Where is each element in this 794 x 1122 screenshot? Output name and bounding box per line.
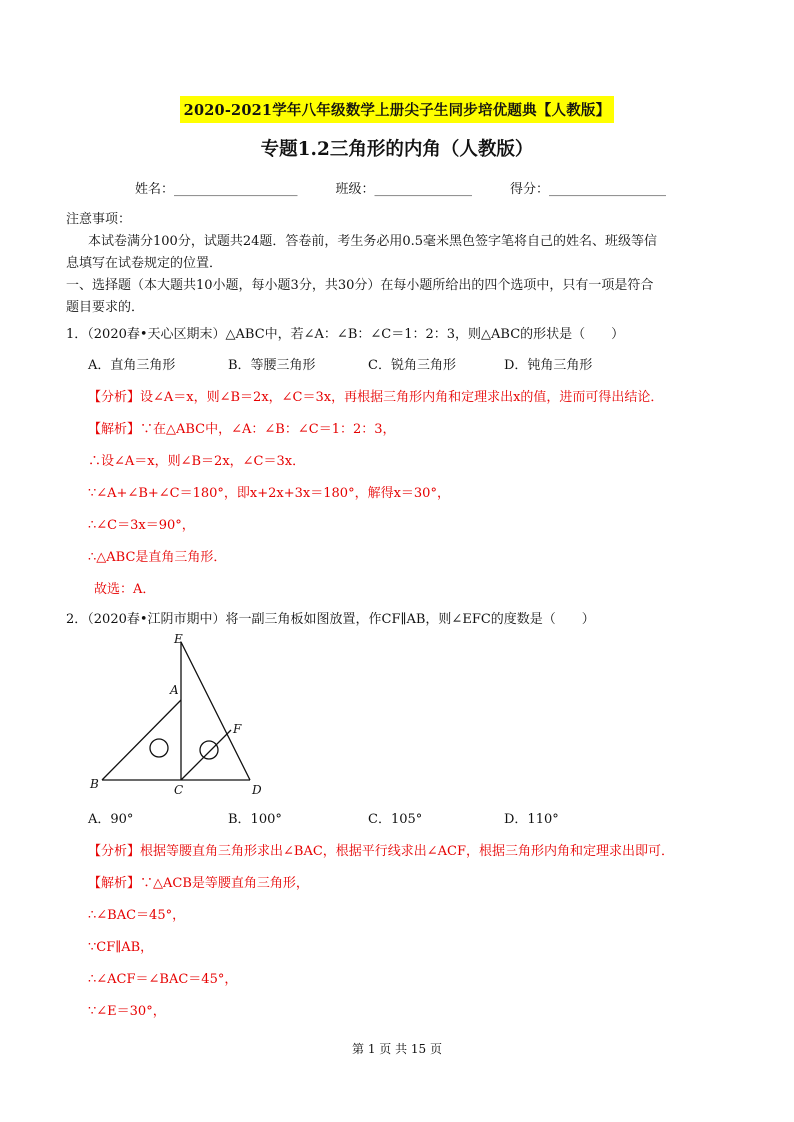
q1-option-c: C．锐角三角形 — [368, 358, 456, 373]
label-b: B — [90, 777, 99, 791]
q1-solution-2: ∴设∠A＝x，则∠B＝2x，∠C＝3x． — [88, 454, 306, 469]
q1-stem: 1．（2020春•天心区期末）△ABC中，若∠A：∠B：∠C＝1：2：3，则△ABC的形状是（ ） — [66, 327, 625, 342]
q2-options — [88, 808, 559, 827]
q2-solution-2: ∴∠BAC＝45°， — [88, 908, 186, 923]
class-field: 班级：_______________ — [335, 182, 473, 197]
q2-option-b: B．100° — [228, 812, 282, 827]
notes-line-2: 息填写在试卷规定的位置． — [66, 256, 223, 271]
q2-solution-1: 【解析】∵△ACB是等腰直角三角形， — [88, 876, 309, 891]
q2-option-c: C．105° — [368, 812, 423, 827]
q2-solution-4: ∴∠ACF＝∠BAC＝45°， — [88, 972, 238, 987]
circle-left — [150, 739, 168, 757]
edge-ed — [181, 642, 250, 780]
q1-option-a: A．直角三角形 — [88, 358, 176, 373]
label-e: E — [174, 632, 183, 646]
section-line-1: 一、选择题（本大题共10小题，每小题3分，共30分）在每小题所给出的四个选项中，只有一项是符合 — [66, 278, 654, 293]
q1-solution-1: 【解析】∵在△ABC中，∠A：∠B：∠C＝1：2：3， — [88, 422, 396, 437]
edge-cf — [181, 730, 231, 780]
notes-line-1: 本试卷满分100分，试题共24题．答卷前，考生务必用0.5毫米黑色签字笔将自己的姓名、班级等信 — [88, 234, 658, 249]
q2-analysis: 【分析】根据等腰直角三角形求出∠BAC，根据平行线求出∠ACF，根据三角形内角和定理求出即可． — [88, 844, 675, 859]
label-d: D — [252, 783, 262, 797]
student-info — [135, 178, 666, 197]
q2-solution-3: ∵CF∥AB， — [88, 940, 154, 955]
page-footer: 第 1 页 共 15 页 — [352, 1042, 442, 1056]
q1-option-d: D．钝角三角形 — [504, 358, 593, 373]
notes-heading: 注意事项： — [66, 212, 132, 227]
section-line-2: 题目要求的． — [66, 300, 145, 315]
q1-answer: 故选：A． — [94, 582, 156, 597]
q2-solution-5: ∵∠E＝30°， — [88, 1004, 166, 1019]
q1-solution-4: ∴∠C＝3x＝90°， — [88, 518, 195, 533]
q1-options — [88, 354, 592, 373]
label-f: F — [233, 722, 242, 736]
circle-right — [200, 741, 218, 759]
name-field: 姓名：___________________ — [135, 182, 298, 197]
label-a: A — [170, 683, 179, 697]
banner-wrap — [0, 96, 794, 123]
triangle-figure — [88, 630, 288, 800]
q1-analysis: 【分析】设∠A＝x，则∠B＝2x，∠C＝3x，再根据三角形内角和定理求出x的值，进而可得出结论． — [88, 390, 664, 405]
q2-option-d: D．110° — [504, 812, 559, 827]
edge-ba — [102, 700, 181, 780]
q2-stem: 2．（2020春•江阴市期中）将一副三角板如图放置，作CF∥AB，则∠EFC的度数是（ ） — [66, 612, 595, 627]
label-c: C — [174, 783, 184, 797]
q1-option-b: B．等腰三角形 — [228, 358, 316, 373]
score-field: 得分：__________________ — [510, 182, 667, 197]
q2-option-a: A．90° — [88, 812, 134, 827]
series-banner: 2020-2021学年八年级数学上册尖子生同步培优题典【人教版】 — [180, 96, 615, 123]
q1-solution-3: ∵∠A+∠B+∠C＝180°，即x+2x+3x＝180°，解得x＝30°， — [88, 486, 450, 501]
page-title: 专题1.2三角形的内角（人教版） — [260, 139, 534, 160]
q1-solution-5: ∴△ABC是直角三角形． — [88, 550, 227, 565]
